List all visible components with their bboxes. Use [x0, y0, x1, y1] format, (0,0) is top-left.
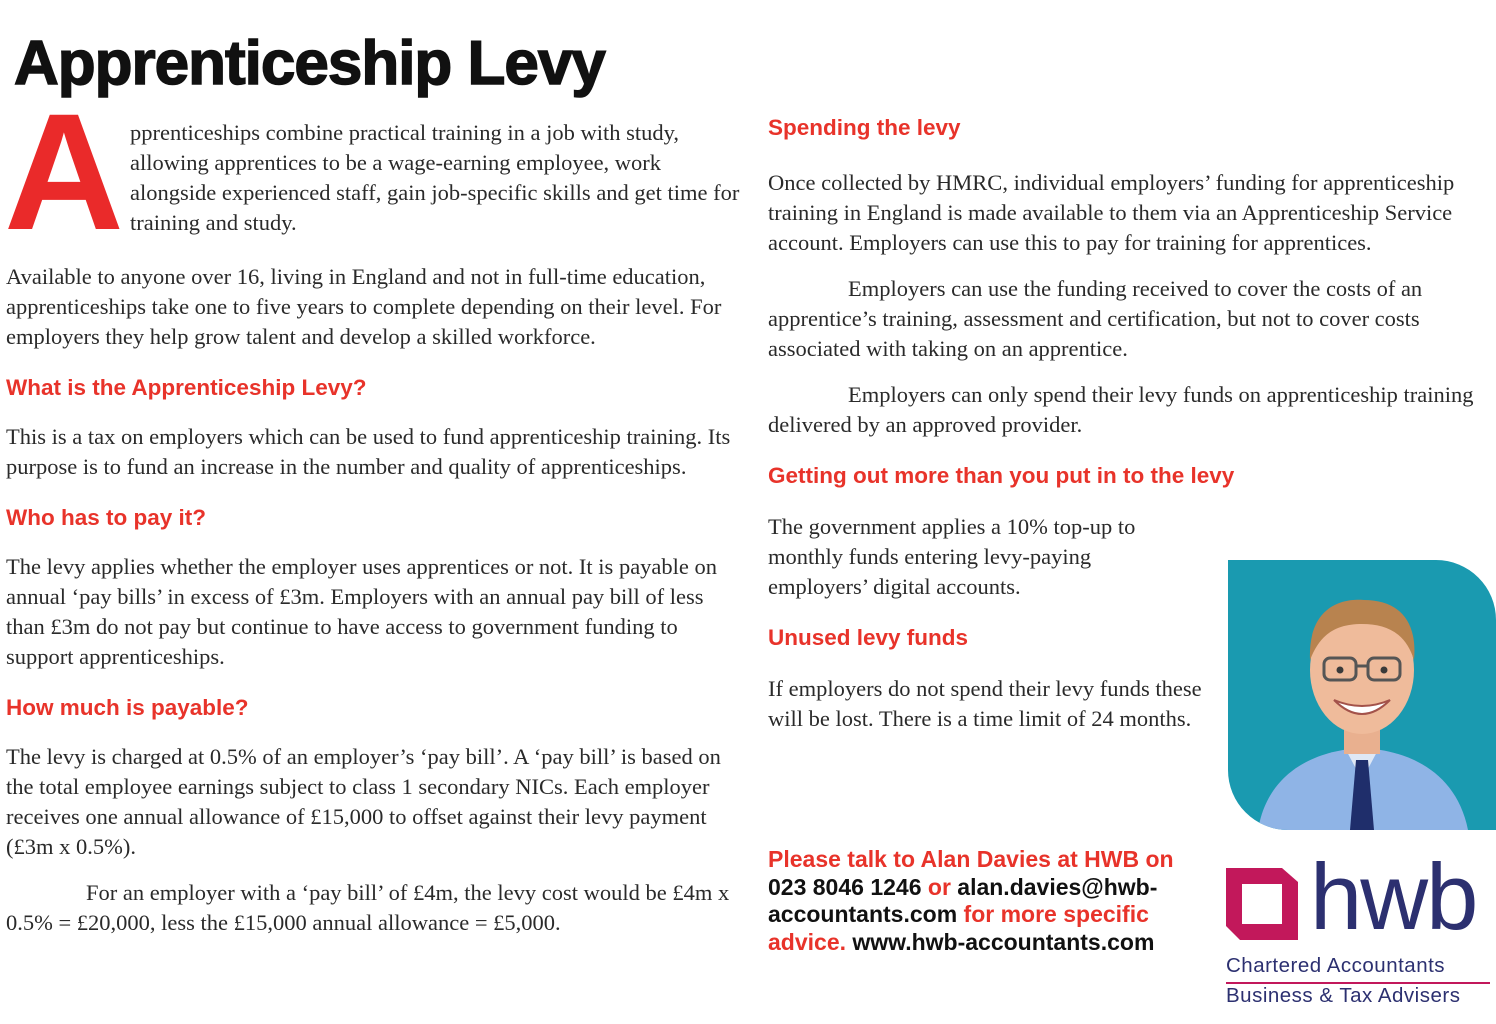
unused-funds-paragraph: If employers do not spend their levy funds these will be lost. There is a time limit of 24 months.	[768, 676, 1202, 731]
heading-unused-funds: Unused levy funds	[768, 625, 969, 650]
getting-out-more-paragraph: The government applies a 10% top-up to monthly funds entering levy-paying employers’ digital accounts.	[768, 514, 1136, 599]
how-much-paragraph: The levy is charged at 0.5% of an employer’s ‘pay bill’. A ‘pay bill’ is based on the total employee earnings subject to class 1 secondary NICs. Each employer receives one annual allowance of £15,000 to offset against their levy payment (£3m x 0.5%).	[6, 744, 721, 859]
contact-or: or	[921, 873, 958, 900]
what-is-levy-paragraph: This is a tax on employers which can be used to fund apprenticeship training. Its purpose is to fund an increase in the number and quality of apprenticeships.	[6, 424, 731, 479]
contact-intro: Please talk to Alan Davies at HWB on	[768, 846, 1174, 872]
contact-block	[768, 846, 1188, 956]
intro-paragraph: pprenticeships combine practical training in a job with study, allowing apprentices to be a wage-earning employee, work alongside experienced staff, gain job-specific skills and get time for training and study.	[130, 120, 740, 235]
contact-phone[interactable]: 023 8046 1246	[768, 873, 922, 900]
left-column	[4, 80, 746, 938]
person-illustration	[1228, 560, 1496, 830]
spending-paragraph-3: Employers can only spend their levy funds on apprenticeship training delivered by an approved provider.	[768, 382, 1474, 437]
dropcap-letter: A	[4, 80, 124, 265]
heading-who-pays: Who has to pay it?	[6, 505, 206, 530]
contact-website-link[interactable]: www.hwb-accountants.com	[852, 928, 1155, 955]
heading-getting-out-more: Getting out more than you put in to the levy	[768, 463, 1235, 488]
logo-tagline-2: Business & Tax Advisers	[1226, 984, 1461, 1007]
who-pays-paragraph: The levy applies whether the employer uses apprentices or not. It is payable on annual ‘pay bills’ in excess of £3m. Employers with an annual pay bill of less than £3m do not pay but continue to have access to government funding to support apprenticeships.	[6, 554, 718, 669]
contact-email-link[interactable]: alan.davies@hwb-accountants.com	[768, 873, 1158, 927]
portrait-photo	[1228, 560, 1496, 830]
page-title: Apprenticeship Levy	[14, 29, 605, 98]
heading-how-much: How much is payable?	[6, 695, 249, 720]
spending-paragraph-2: Employers can use the funding received to cover the costs of an apprentice’s training, assessment and certification, but not to cover costs associated with taking on an apprentice.	[768, 276, 1423, 361]
hwb-logo	[1224, 844, 1494, 1018]
logo-tagline-1: Chartered Accountants	[1226, 954, 1446, 977]
logo-wordmark: hwb	[1310, 844, 1477, 949]
available-paragraph: Available to anyone over 16, living in England and not in full-time education, apprenticeships take one to five years to complete depending on their level. For employers they help grow talent and develop a skilled workforce.	[6, 264, 722, 349]
intro	[4, 80, 746, 265]
spending-paragraph-1: Once collected by HMRC, individual employers’ funding for apprenticeship training in England is made available to them via an Apprenticeship Service account. Employers can use this to pay for training for apprentices.	[768, 170, 1455, 255]
example-paragraph: For an employer with a ‘pay bill’ of £4m, the levy cost would be £4m x 0.5% = £20,000, less the £15,000 annual allowance = £5,000.	[6, 880, 730, 935]
contact-advice-text: for more specific advice.	[768, 901, 1149, 955]
logo-mark-icon	[1226, 868, 1306, 948]
heading-spending: Spending the levy	[768, 115, 961, 140]
heading-what-is-levy: What is the Apprenticeship Levy?	[6, 375, 367, 400]
